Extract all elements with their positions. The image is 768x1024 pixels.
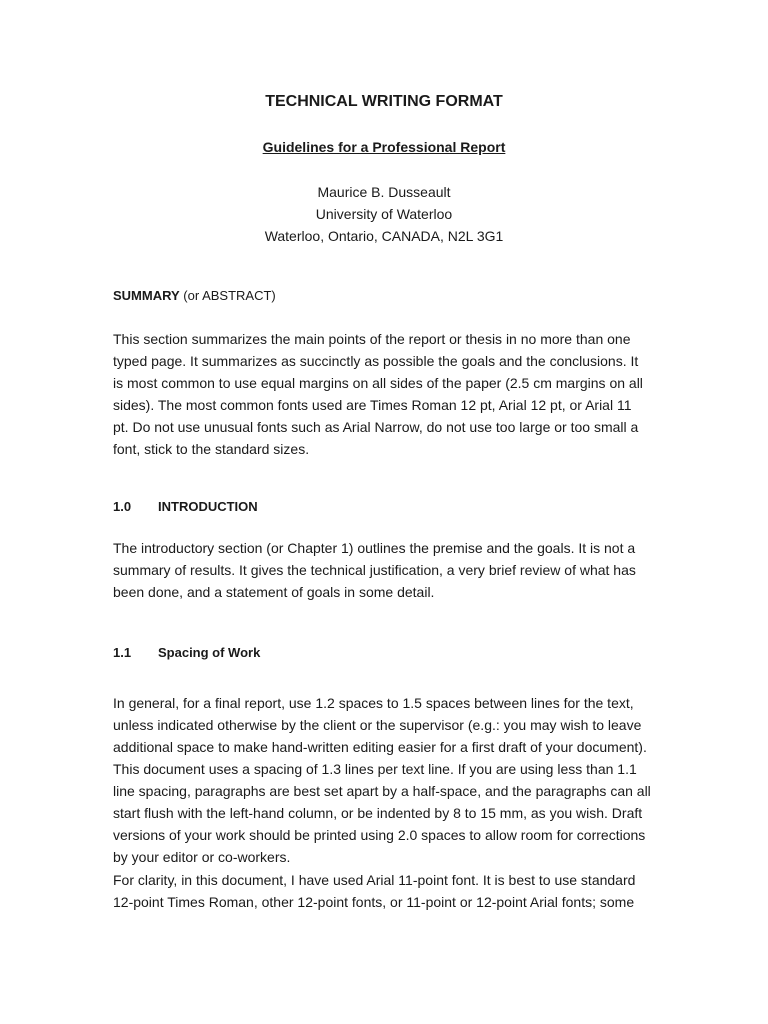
introduction-line: summary of results. It gives the technical justification, a very brief review of what has [113, 562, 636, 578]
introduction-line: The introductory section (or Chapter 1) outlines the premise and the goals. It is not a [113, 540, 636, 556]
summary-line: typed page. It summarizes as succinctly as possible the goals and the conclusions. It [113, 353, 639, 369]
introduction-paragraph [113, 537, 673, 603]
author-block [0, 181, 768, 247]
summary-heading-rest: (or ABSTRACT) [179, 288, 276, 303]
summary-heading [113, 287, 276, 305]
spacing-line: In general, for a final report, use 1.2 spaces to 1.5 spaces between lines for the text, [113, 695, 634, 711]
section-number: 1.1 [113, 645, 132, 660]
summary-line: This section summarizes the main points of the report or thesis in no more than one [113, 331, 631, 347]
spacing-line: line spacing, paragraphs are best set apart by a half-space, and the paragraphs can all [113, 783, 651, 799]
section-heading-spacing-of-work [113, 644, 260, 662]
spacing-line: For clarity, in this document, I have used Arial 11-point font. It is best to use standard [113, 872, 636, 888]
summary-line: font, stick to the standard sizes. [113, 441, 310, 457]
introduction-line: been done, and a statement of goals in some detail. [113, 584, 435, 600]
document-title: TECHNICAL WRITING FORMAT [265, 93, 503, 110]
section-heading-introduction [113, 498, 258, 516]
summary-paragraph [113, 328, 673, 460]
spacing-line: start flush with the left-hand column, or be indented by 8 to 15 mm, as you wish. Draft [113, 805, 643, 821]
summary-line: is most common to use equal margins on all sides of the paper (2.5 cm margins on all [113, 375, 643, 391]
section-title: Spacing of Work [158, 645, 261, 660]
spacing-line: 12-point Times Roman, other 12-point fonts, or 11-point or 12-point Arial fonts; some [113, 894, 635, 910]
author-address: Waterloo, Ontario, CANADA, N2L 3G1 [264, 228, 504, 244]
author-institution: University of Waterloo [315, 206, 453, 222]
summary-line: pt. Do not use unusual fonts such as Arial Narrow, do not use too large or too small a [113, 419, 639, 435]
summary-line: sides). The most common fonts used are Times Roman 12 pt, Arial 12 pt, or Arial 11 [113, 397, 632, 413]
author-name: Maurice B. Dusseault [317, 184, 451, 200]
spacing-line: This document uses a spacing of 1.3 lines per text line. If you are using less than 1.1 [113, 761, 637, 777]
spacing-line: additional space to make hand-written editing easier for a first draft of your document). [113, 739, 647, 755]
spacing-line: unless indicated otherwise by the client or the supervisor (e.g.: you may wish to leave [113, 717, 642, 733]
summary-heading-bold: SUMMARY [113, 288, 180, 303]
spacing-paragraph-1 [113, 692, 673, 868]
spacing-line: by your editor or co-workers. [113, 849, 291, 865]
section-number: 1.0 [113, 499, 132, 514]
section-title: INTRODUCTION [158, 499, 258, 514]
spacing-paragraph-2 [113, 869, 673, 913]
document-subtitle: Guidelines for a Professional Report [262, 139, 506, 155]
spacing-line: versions of your work should be printed using 2.0 spaces to allow room for corrections [113, 827, 646, 843]
